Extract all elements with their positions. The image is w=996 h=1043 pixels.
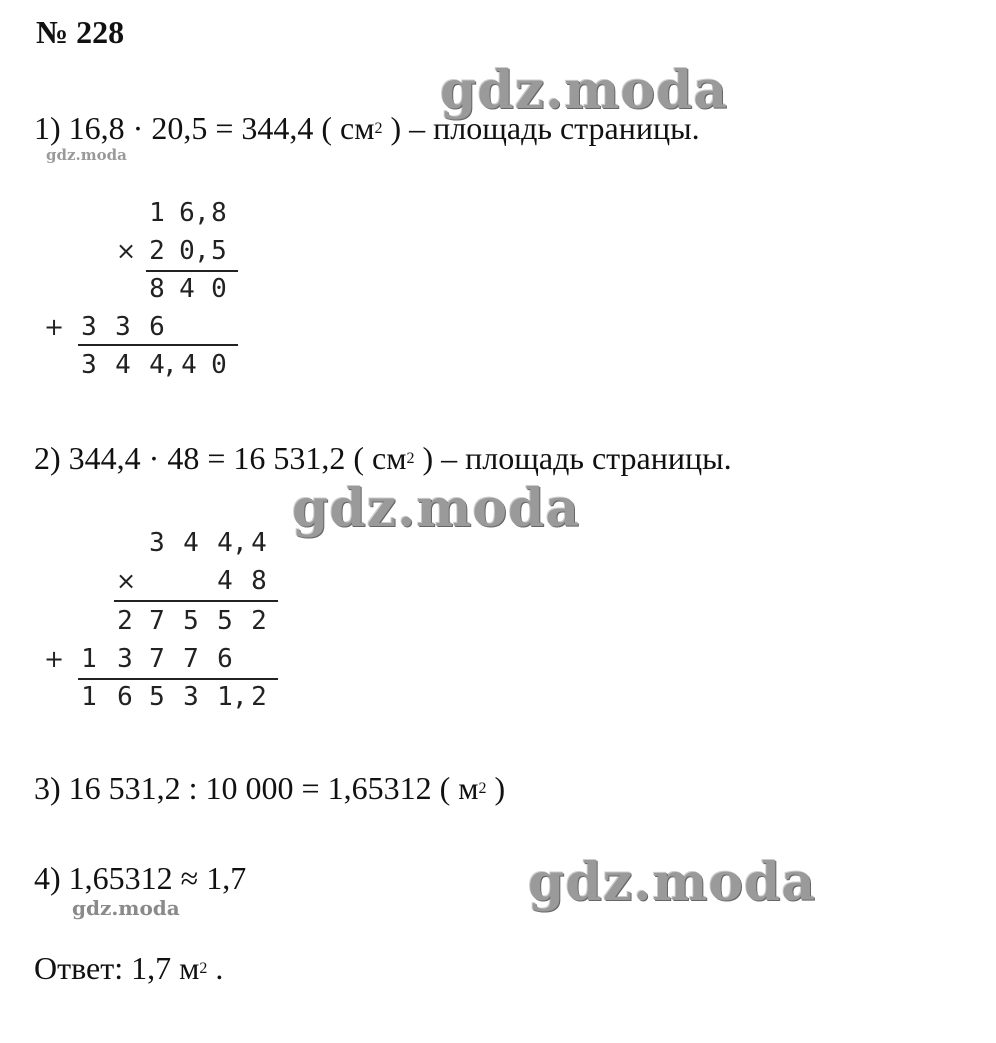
- digit: 4: [251, 528, 267, 558]
- digit: 1: [81, 682, 97, 712]
- step-2-tail: ) – площадь страницы.: [414, 440, 732, 476]
- digit: 1: [81, 644, 97, 674]
- digit: 4: [217, 566, 233, 596]
- step-1: [34, 110, 700, 147]
- digit: 3: [149, 528, 165, 558]
- digit: 2: [251, 606, 267, 636]
- step-1-tail: ) – площадь страницы.: [382, 110, 700, 146]
- calc2-partial2: [0, 642, 320, 676]
- digit: 6: [117, 682, 133, 712]
- step-4: [34, 860, 246, 897]
- digit: 5: [149, 682, 165, 712]
- digit: 3: [81, 312, 97, 342]
- calc2-factor2: [0, 564, 320, 598]
- digit: 0: [211, 350, 227, 380]
- calc1-partial2: [0, 310, 300, 344]
- digit: 4: [149, 350, 165, 380]
- digit: 4: [217, 528, 233, 558]
- digit: 8: [211, 198, 227, 228]
- digit: 0: [211, 274, 227, 304]
- calc1-factor1: [0, 196, 300, 230]
- digit: 1: [217, 682, 233, 712]
- step-3: [34, 770, 505, 807]
- plus-sign: +: [44, 313, 65, 341]
- digit: 4: [179, 274, 195, 304]
- decimal-comma: ,: [232, 528, 248, 558]
- digit: 3: [81, 350, 97, 380]
- watermark-bottom: gdz.moda: [528, 852, 817, 913]
- times-sign: ×: [116, 237, 137, 265]
- calc1-factor2: [0, 234, 300, 268]
- step-2-exponent: 2: [406, 450, 415, 467]
- watermark-top: gdz.moda: [440, 60, 729, 121]
- calc1-partial1: [0, 272, 300, 306]
- decimal-comma: ,: [194, 198, 210, 228]
- step-1-text: 1) 16,8 · 20,5 = 344,4 ( см: [34, 110, 375, 146]
- digit: 4: [181, 350, 197, 380]
- digit: 3: [115, 312, 131, 342]
- watermark-small-top: gdz.moda: [46, 146, 127, 164]
- digit: 2: [117, 606, 133, 636]
- digit: 4: [183, 528, 199, 558]
- digit: 5: [217, 606, 233, 636]
- calc2-partial1: [0, 604, 320, 638]
- answer-text: Ответ: 1,7 м: [34, 950, 200, 986]
- step-4-text: 4) 1,65312 ≈ 1,7: [34, 860, 247, 896]
- digit: 5: [211, 236, 227, 266]
- decimal-comma: ,: [232, 682, 248, 712]
- calc2-result: [0, 680, 320, 714]
- step-1-exponent: 2: [374, 120, 383, 137]
- digit: 7: [149, 644, 165, 674]
- watermark-middle: gdz.moda: [292, 478, 581, 539]
- step-2: [34, 440, 732, 477]
- calc2-factor1: [0, 526, 320, 560]
- digit: 5: [183, 606, 199, 636]
- digit: 2: [149, 236, 165, 266]
- problem-number: № 228: [36, 14, 125, 50]
- decimal-comma: ,: [194, 236, 210, 266]
- plus-sign: +: [44, 645, 65, 673]
- digit: 6: [179, 198, 195, 228]
- digit: 8: [149, 274, 165, 304]
- calc1-result: [0, 348, 300, 382]
- digit: 8: [251, 566, 267, 596]
- answer-exponent: 2: [199, 960, 208, 977]
- digit: 0: [179, 236, 195, 266]
- digit: 3: [183, 682, 199, 712]
- digit: 6: [149, 312, 165, 342]
- digit: 7: [183, 644, 199, 674]
- step-2-text: 2) 344,4 · 48 = 16 531,2 ( см: [34, 440, 407, 476]
- digit: 3: [117, 644, 133, 674]
- answer: [34, 950, 223, 987]
- decimal-comma: ,: [162, 350, 178, 380]
- times-sign: ×: [116, 567, 137, 595]
- step-3-tail: ): [486, 770, 506, 806]
- digit: 2: [251, 682, 267, 712]
- answer-tail: .: [207, 950, 224, 986]
- calc2-line-1: [114, 600, 278, 602]
- step-3-exponent: 2: [478, 780, 487, 797]
- step-3-text: 3) 16 531,2 : 10 000 = 1,65312 ( м: [34, 770, 479, 806]
- calc1-line-2: [78, 344, 238, 346]
- digit: 4: [115, 350, 131, 380]
- digit: 7: [149, 606, 165, 636]
- digit: 1: [149, 198, 165, 228]
- digit: 6: [217, 644, 233, 674]
- watermark-small-bottom: gdz.moda: [72, 896, 180, 920]
